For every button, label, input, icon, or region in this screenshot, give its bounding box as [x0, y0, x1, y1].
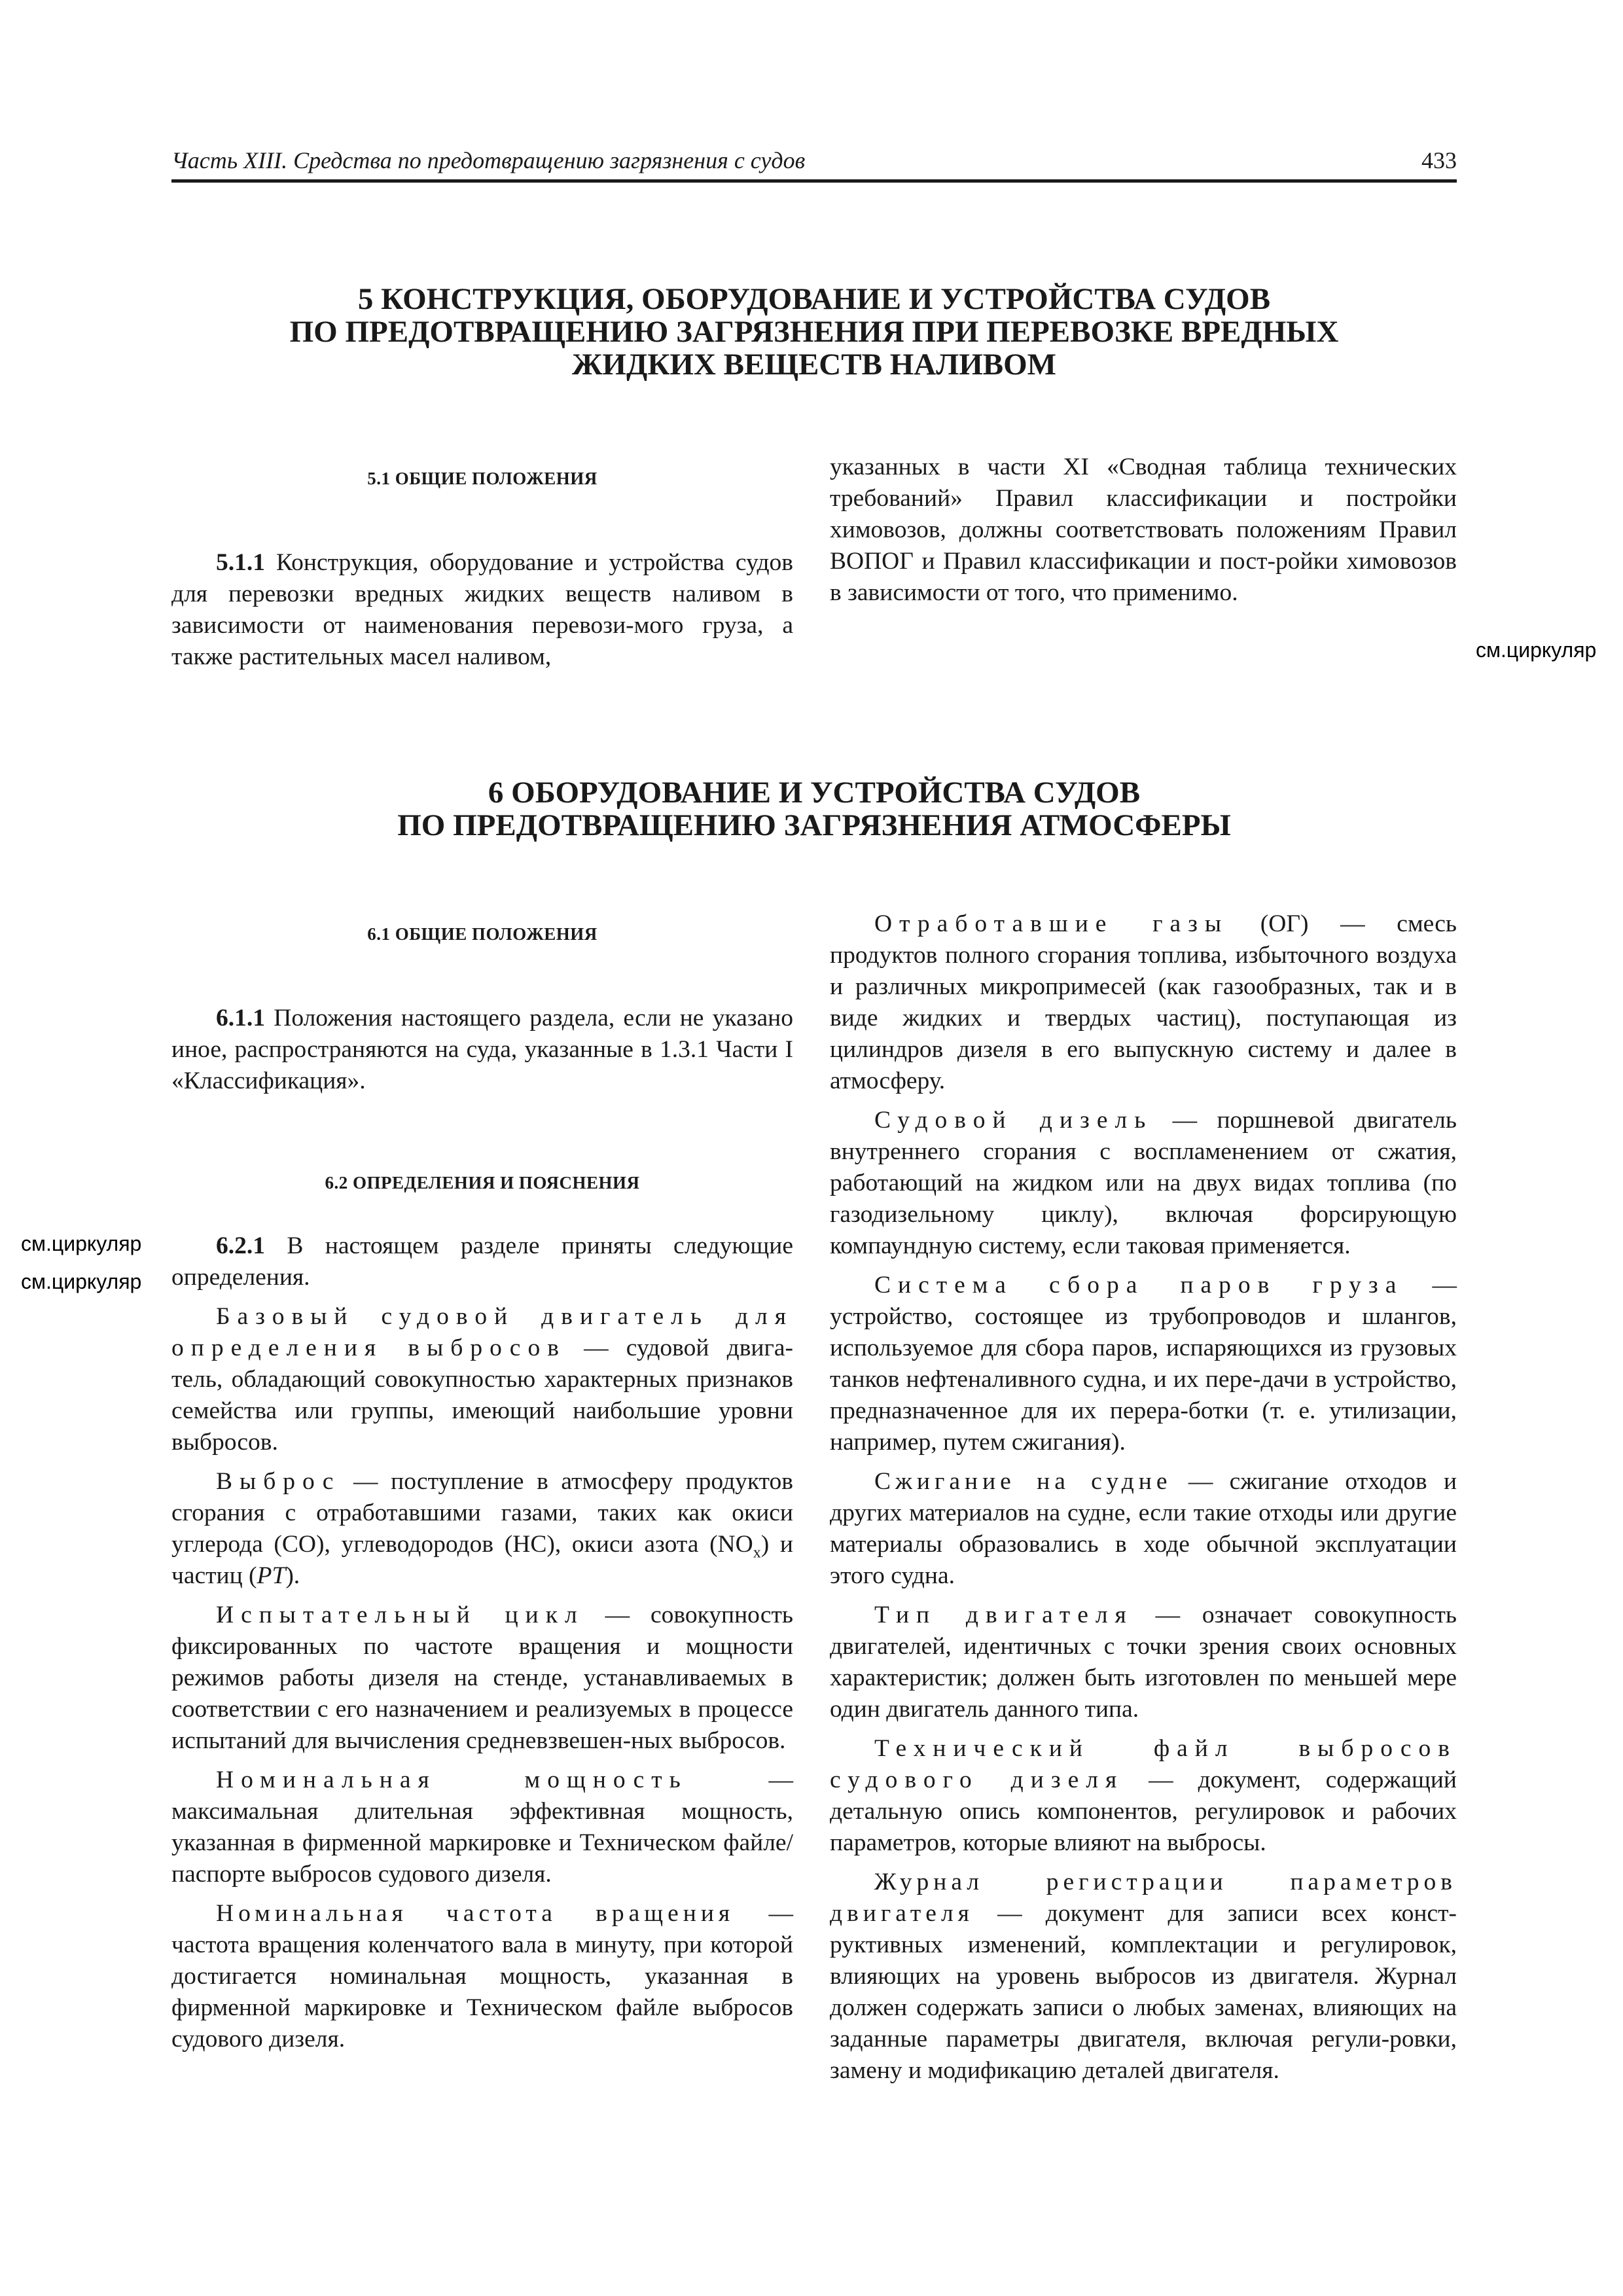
section-5-title-line: ПО ПРЕДОТВРАЩЕНИЮ ЗАГРЯЗНЕНИЯ ПРИ ПЕРЕВОЗКЕ ВРЕДНЫХ	[289, 315, 1339, 349]
margin-note-circular[interactable]: см.циркуляр	[21, 1270, 142, 1293]
paragraph-text: Положения настоящего раздела, если не указано иное, распространяются на суда, указанные в 1.3.1 Части I «Классификация».	[171, 1005, 793, 1094]
definition-term: Номинальная мощность	[216, 1767, 688, 1793]
paragraph-number: 6.2.1	[216, 1232, 265, 1259]
section-5-title-line: 5 КОНСТРУКЦИЯ, ОБОРУДОВАНИЕ И УСТРОЙСТВА СУДОВ	[357, 282, 1271, 316]
definition-text: — поступление в атмосферу продуктов сгорания с отработавшими газами, таких как окиси углерода (CO), углеводородов (HC), окиси азота (NO	[171, 1468, 793, 1558]
definition-text: — документ, содержащий детальную опись компонентов, регулировок и рабочих параметров, которые влияют на выбросы.	[830, 1767, 1457, 1856]
running-header	[171, 140, 1457, 183]
subsection-5-1-heading: 5.1 ОБЩИЕ ПОЛОЖЕНИЯ	[367, 469, 597, 488]
definition-text: — максимальная длительная эффективная мощность, указанная в фирменной маркировке и Техническом файле/паспорте выбросов судового дизеля.	[171, 1767, 794, 1888]
definition-term: Журнал регистрации параметров двигателя	[830, 1869, 1457, 1927]
margin-note-circular[interactable]: см.циркуляр	[1476, 638, 1597, 662]
definition-rated-power	[171, 1765, 793, 1890]
definition-emission	[171, 1466, 793, 1592]
paragraph-5-1-1	[171, 547, 793, 673]
definition-term: Тип двигателя	[874, 1602, 1133, 1628]
definition-marine-diesel	[830, 1105, 1457, 1262]
definition-text: — частота вращения коленчатого вала в минуту, при которой достигается номинальная мощность, указанная в фирменной маркировке и Техническом файле выбросов судового дизеля.	[171, 1900, 794, 2053]
column-left-6-1	[171, 1003, 793, 1097]
definition-text: — сжигание отходов и других материалов на судне, если такие отходы или другие материалы образовались в ходе обычной эксплуатации этого судна.	[830, 1468, 1457, 1589]
definition-term: Базовый судовой двигатель для определения выбросов	[171, 1303, 793, 1361]
nox-subscript: x	[753, 1544, 761, 1562]
definition-text: — поршневой двигатель внутреннего сгорания с воспламенением от сжатия, работающий на жидком или на двух видах топлива (по газодизельному циклу), включая форсирующую компаундную систему, если таковая применяется.	[830, 1107, 1457, 1259]
column-left-section-5	[171, 547, 793, 673]
definition-vapour-system	[830, 1270, 1457, 1458]
definition-engine-type	[830, 1600, 1457, 1725]
section-6-title-line: 6 ОБОРУДОВАНИЕ И УСТРОЙСТВА СУДОВ	[488, 776, 1141, 810]
running-title: Часть XIII. Средства по предотвращению загрязнения с судов	[171, 147, 806, 173]
section-5-title-line: ЖИДКИХ ВЕЩЕСТВ НАЛИВОМ	[571, 348, 1057, 382]
definition-text: — устройство, состоящее из трубопроводов и шлангов, используемое для сбора паров, испаряющихся из грузовых танков нефтеналивного судна, и их пере-дачи в устройство, предназначенное для их перера-ботки (т. е. утилизации, например, путем сжигания).	[830, 1272, 1457, 1456]
definition-text: (ОГ) — смесь продуктов полного сгорания топлива, избыточного воздуха и различных микропримесей (как газообразных, так и в виде жидких и твердых частиц), поступающая из цилиндров дизеля в его выпускную систему и далее в атмосферу.	[830, 910, 1457, 1094]
definition-term: Технический файл выбросов судового дизеля	[830, 1735, 1457, 1793]
paragraph-number: 6.1.1	[216, 1005, 265, 1031]
subsection-6-2-heading: 6.2 ОПРЕДЕЛЕНИЯ И ПОЯСНЕНИЯ	[325, 1173, 640, 1193]
definition-term: Судовой дизель	[874, 1107, 1153, 1134]
paragraph-number: 5.1.1	[216, 549, 265, 576]
definition-text: ).	[285, 1562, 300, 1589]
section-6-title-line: ПО ПРЕДОТВРАЩЕНИЮ ЗАГРЯЗНЕНИЯ АТМОСФЕРЫ	[397, 808, 1231, 842]
definition-text: — совокупность фиксированных по частоте вращения и мощности режимов работы дизеля на стенде, устанавливаемых в соответствии с его назначением и реализуемых в процессе испытаний для вычисления средневзвешен-ных выбросов.	[171, 1602, 793, 1754]
definition-test-cycle	[171, 1600, 793, 1757]
paragraph-text: Конструкция, оборудование и устройства судов для перевозки вредных жидких веществ наливом в зависимости от наименования перевози-мого груза, а также растительных масел наливом,	[171, 549, 794, 670]
definition-technical-file	[830, 1733, 1457, 1859]
definition-term: Отработавшие газы	[874, 910, 1229, 937]
definition-text: — документ для записи всех конст-руктивных изменений, комплектации и регулировок, влияющих на уровень выбросов из двигателя. Журнал должен содержать записи о любых заменах, влияющих на заданные параметры двигателя, включая регули-ровки, замену и модификацию деталей двигателя.	[830, 1900, 1457, 2084]
definition-incineration	[830, 1466, 1457, 1592]
definition-term: Испытательный цикл	[216, 1602, 584, 1628]
definition-term: Система сбора паров груза	[874, 1272, 1404, 1299]
definition-term: Выброс	[216, 1468, 341, 1495]
paragraph-5-1-1-continued: указанных в части XI «Сводная таблица технических требований» Правил классификации и постройки химовозов, должны соответствовать положениям Правил ВОПОГ и Правил классификации и пост-ройки химовозов в зависимости от того, что применимо.	[830, 454, 1457, 606]
column-right-section-5	[830, 452, 1457, 609]
definition-record-book	[830, 1867, 1457, 2087]
paragraph-text: В настоящем разделе приняты следующие определения.	[171, 1232, 793, 1291]
page-number: 433	[1421, 147, 1457, 173]
paragraph-6-1-1	[171, 1003, 793, 1097]
definition-exhaust-gases	[830, 908, 1457, 1097]
definition-base-engine	[171, 1301, 793, 1458]
column-right-section-6	[830, 908, 1457, 2087]
paragraph-6-2-1	[171, 1230, 793, 1293]
definition-text: — судовой двига-тель, обладающий совокупностью характерных признаков семейства или группы, имеющий наибольшие уровни выбросов.	[171, 1335, 793, 1456]
column-left-6-2	[171, 1230, 793, 2055]
subsection-6-1-heading: 6.1 ОБЩИЕ ПОЛОЖЕНИЯ	[367, 924, 597, 944]
section-6-title	[171, 776, 1457, 842]
definition-text: ) и частиц (	[171, 1531, 793, 1589]
section-5-title	[171, 283, 1457, 381]
definition-rated-speed	[171, 1898, 793, 2055]
pt-symbol: PT	[257, 1562, 286, 1589]
definition-term: Номинальная частота вращения	[216, 1900, 735, 1927]
definition-text: — означает совокупность двигателей, идентичных с точки зрения своих основных характеристик; должен быть изготовлен по меньшей мере один двигатель данного типа.	[830, 1602, 1457, 1723]
definition-term: Сжигание на судне	[874, 1468, 1172, 1495]
margin-note-circular[interactable]: см.циркуляр	[21, 1232, 142, 1255]
